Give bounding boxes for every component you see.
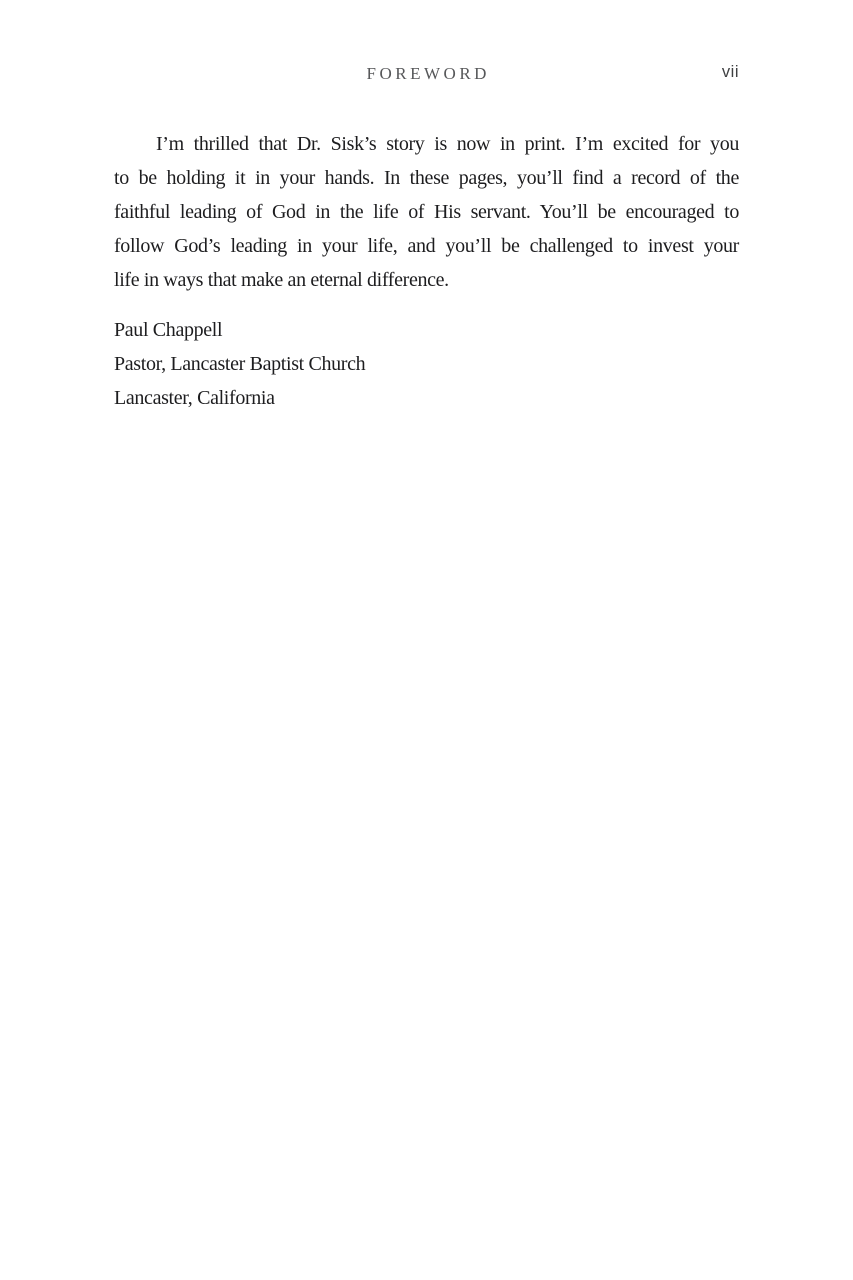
paragraph-line: follow God’s leading in your life, and you’ll be challenged to invest your (114, 235, 739, 257)
signature-location: Lancaster, California (114, 387, 275, 409)
running-head-title: FOREWORD (366, 64, 490, 83)
paragraph-line: faithful leading of God in the life of His servant. You’ll be encouraged to (114, 201, 739, 223)
paragraph-line: I’m thrilled that Dr. Sisk’s story is now in print. I’m excited for you (156, 133, 739, 155)
paragraph-line: life in ways that make an eternal difference. (114, 269, 449, 291)
signature-name: Paul Chappell (114, 319, 223, 341)
foreword-paragraph (114, 127, 739, 297)
paragraph-line: to be holding it in your hands. In these pages, you’ll find a record of the (114, 167, 739, 189)
signature-block (114, 313, 739, 415)
page-number: vii (721, 63, 739, 81)
running-head (114, 63, 739, 85)
signature-title: Pastor, Lancaster Baptist Church (114, 353, 366, 375)
